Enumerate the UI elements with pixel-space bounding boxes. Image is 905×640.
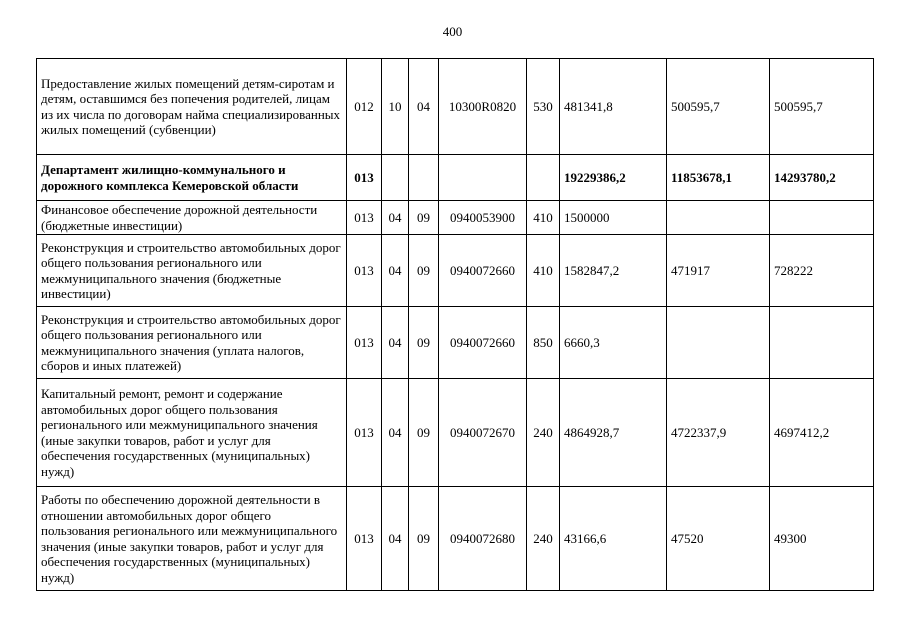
ministry-code: 013 bbox=[347, 155, 382, 201]
target-article-code: 10300R0820 bbox=[439, 59, 527, 155]
section-code: 04 bbox=[382, 201, 409, 235]
amount-year-2 bbox=[667, 201, 770, 235]
table-row bbox=[37, 155, 874, 201]
row-description: Реконструкция и строительство автомобильных дорог общего пользования регионального или межмуниципального значения (бюджетные инвестиции) bbox=[37, 235, 347, 307]
subsection-code: 09 bbox=[409, 235, 439, 307]
amount-year-2: 4722337,9 bbox=[667, 379, 770, 487]
target-article-code bbox=[439, 155, 527, 201]
amount-year-2: 47520 bbox=[667, 487, 770, 591]
row-description: Департамент жилищно-коммунального и дорожного комплекса Кемеровской области bbox=[37, 155, 347, 201]
amount-year-3: 500595,7 bbox=[770, 59, 874, 155]
table-row bbox=[37, 379, 874, 487]
section-code: 04 bbox=[382, 487, 409, 591]
section-code: 10 bbox=[382, 59, 409, 155]
ministry-code: 013 bbox=[347, 201, 382, 235]
row-description: Работы по обеспечению дорожной деятельности в отношении автомобильных дорог общего пользования регионального или межмуниципального значения (иные закупки товаров, работ и услуг для обеспечения государственных (муниципальных) нужд) bbox=[37, 487, 347, 591]
budget-table-body bbox=[37, 59, 874, 591]
ministry-code: 013 bbox=[347, 379, 382, 487]
amount-year-2 bbox=[667, 307, 770, 379]
table-row bbox=[37, 201, 874, 235]
amount-year-3: 14293780,2 bbox=[770, 155, 874, 201]
subsection-code: 09 bbox=[409, 201, 439, 235]
target-article-code: 0940053900 bbox=[439, 201, 527, 235]
expense-type-code: 240 bbox=[527, 487, 560, 591]
amount-year-1: 4864928,7 bbox=[560, 379, 667, 487]
amount-year-3 bbox=[770, 307, 874, 379]
amount-year-3: 4697412,2 bbox=[770, 379, 874, 487]
target-article-code: 0940072660 bbox=[439, 307, 527, 379]
table-row bbox=[37, 235, 874, 307]
ministry-code: 013 bbox=[347, 235, 382, 307]
budget-table bbox=[36, 58, 874, 591]
expense-type-code: 240 bbox=[527, 379, 560, 487]
amount-year-1: 1500000 bbox=[560, 201, 667, 235]
target-article-code: 0940072680 bbox=[439, 487, 527, 591]
row-description: Финансовое обеспечение дорожной деятельности (бюджетные инвестиции) bbox=[37, 201, 347, 235]
row-description: Реконструкция и строительство автомобильных дорог общего пользования регионального или межмуниципального значения (уплата налогов, сборов и иных платежей) bbox=[37, 307, 347, 379]
subsection-code: 09 bbox=[409, 487, 439, 591]
subsection-code: 09 bbox=[409, 379, 439, 487]
amount-year-3 bbox=[770, 201, 874, 235]
row-description: Капитальный ремонт, ремонт и содержание автомобильных дорог общего пользования регионального или межмуниципального значения (иные закупки товаров, работ и услуг для обеспечения государственных (муниципальных) нужд) bbox=[37, 379, 347, 487]
subsection-code: 09 bbox=[409, 307, 439, 379]
expense-type-code bbox=[527, 155, 560, 201]
section-code: 04 bbox=[382, 379, 409, 487]
subsection-code bbox=[409, 155, 439, 201]
amount-year-3: 728222 bbox=[770, 235, 874, 307]
amount-year-2: 500595,7 bbox=[667, 59, 770, 155]
amount-year-3: 49300 bbox=[770, 487, 874, 591]
amount-year-1: 481341,8 bbox=[560, 59, 667, 155]
target-article-code: 0940072660 bbox=[439, 235, 527, 307]
ministry-code: 013 bbox=[347, 307, 382, 379]
section-code bbox=[382, 155, 409, 201]
expense-type-code: 850 bbox=[527, 307, 560, 379]
table-row bbox=[37, 487, 874, 591]
ministry-code: 012 bbox=[347, 59, 382, 155]
ministry-code: 013 bbox=[347, 487, 382, 591]
expense-type-code: 410 bbox=[527, 201, 560, 235]
amount-year-1: 19229386,2 bbox=[560, 155, 667, 201]
subsection-code: 04 bbox=[409, 59, 439, 155]
section-code: 04 bbox=[382, 235, 409, 307]
table-row bbox=[37, 307, 874, 379]
amount-year-2: 11853678,1 bbox=[667, 155, 770, 201]
target-article-code: 0940072670 bbox=[439, 379, 527, 487]
expense-type-code: 530 bbox=[527, 59, 560, 155]
table-row bbox=[37, 59, 874, 155]
amount-year-1: 6660,3 bbox=[560, 307, 667, 379]
section-code: 04 bbox=[382, 307, 409, 379]
expense-type-code: 410 bbox=[527, 235, 560, 307]
page-number: 400 bbox=[442, 24, 463, 39]
amount-year-2: 471917 bbox=[667, 235, 770, 307]
amount-year-1: 43166,6 bbox=[560, 487, 667, 591]
row-description: Предоставление жилых помещений детям-сиротам и детям, оставшимся без попечения родителей, лицам из их числа по договорам найма специализированных жилых помещений (субвенции) bbox=[37, 59, 347, 155]
amount-year-1: 1582847,2 bbox=[560, 235, 667, 307]
